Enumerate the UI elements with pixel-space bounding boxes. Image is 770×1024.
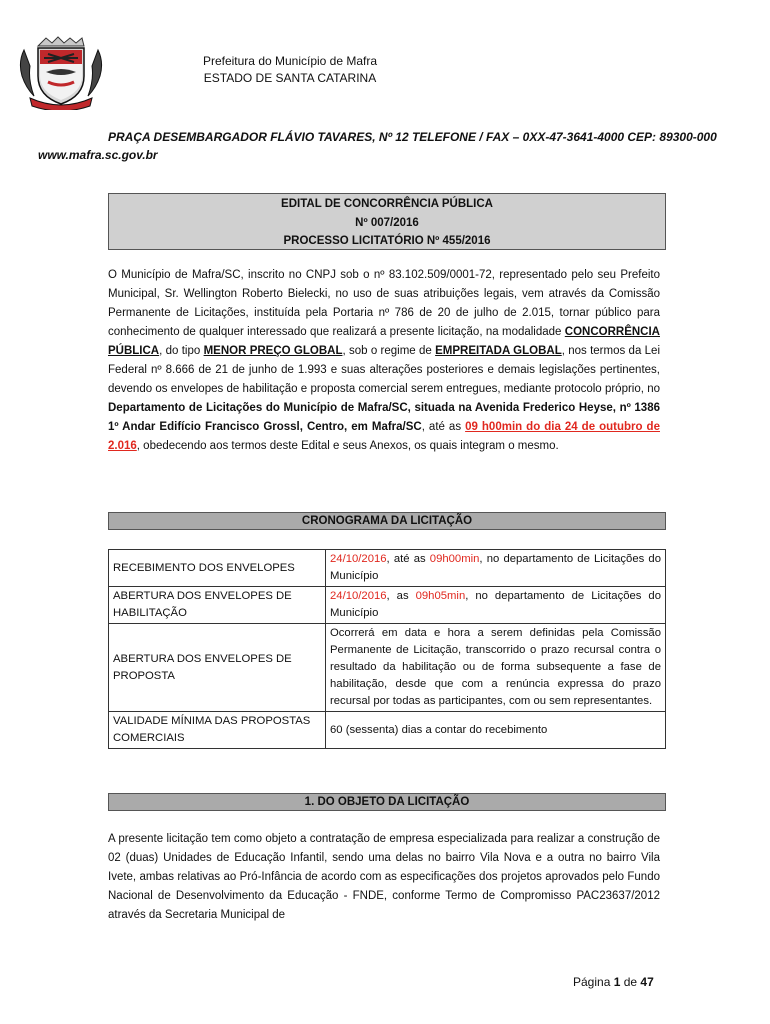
row-label: VALIDADE MÍNIMA DAS PROPOSTAS COMERCIAIS [109,712,326,749]
row-time: 09h00min [429,553,480,565]
intro-text: , do tipo [159,345,204,357]
intro-text: , nos termos da Lei Federal nº 8.666 de 21 de junho de 1.993 e suas alterações posteriores e demais legislações pertinentes, devendo os envelopes de habilitação e proposta comercial serem entregues, mediante protocolo próprio, no [108,345,660,395]
row-value [326,587,666,624]
process-number: PROCESSO LICITATÓRIO Nº 455/2016 [283,235,491,247]
intro-text: , obedecendo aos termos deste Edital e seus Anexos, os quais integram o mesmo. [136,440,559,452]
row-date: 24/10/2016 [330,590,387,602]
tipo: MENOR PREÇO GLOBAL [203,345,343,357]
edital-title-box [108,193,666,250]
header-municipality: Prefeitura do Município de Mafra [202,54,378,68]
row-text: , no departamento de Licitações do Município [330,553,661,582]
row-label: ABERTURA DOS ENVELOPES DE HABILITAÇÃO [109,587,326,624]
row-text: , as [386,590,416,602]
table-row [109,550,666,587]
objeto-paragraph: A presente licitação tem como objeto a contratação de empresa especializada para realizar a construção de 02 (duas) Unidades de Educação Infantil, sendo uma delas no bairro Vila Nova e a outra no bairro Vila Ivete, ambas relativas ao Pró-Infância de acordo com as especificações dos projetos aprovados pelo Fundo Nacional de Desenvolvimento da Educação - FNDE, conforme Termo de Compromisso PAC23637/2012 através da Secretaria Municipal de [108,833,660,921]
intro-text: , sob o regime de [342,345,436,357]
deadline: 09 h00min do dia 24 de outubro de 2.016 [108,421,660,452]
row-time: 09h05min [415,590,466,602]
regime: EMPREITADA GLOBAL [435,345,562,357]
page-label: Página [573,975,614,989]
row-text: , até as [386,553,430,565]
objeto-title: 1. DO OBJETO DA LICITAÇÃO [108,793,666,811]
cronograma-table [108,549,666,749]
table-row [109,587,666,624]
coat-of-arms-logo [18,36,104,110]
page-label: de [620,975,641,989]
row-value: Ocorrerá em data e hora a serem definidas pela Comissão Permanente de Licitação, transcorrido o prazo recursal contra o resultado da habilitação ou de forma subsequente a fase de habilitação, desde que com a renúncia expressa do prazo recursal por todas as participantes, com ou sem representantes. [326,624,666,712]
current-page: 1 [613,975,621,989]
row-value [326,550,666,587]
header-website: www.mafra.sc.gov.br [38,148,158,162]
row-label: RECEBIMENTO DOS ENVELOPES [109,550,326,587]
table-row [109,712,666,749]
row-label: ABERTURA DOS ENVELOPES DE PROPOSTA [109,624,326,712]
row-value: 60 (sessenta) dias a contar do recebimento [326,712,666,749]
row-date: 24/10/2016 [330,553,387,565]
edital-number: Nº 007/2016 [355,216,419,229]
table-row [109,624,666,712]
cronograma-title: CRONOGRAMA DA LICITAÇÃO [108,512,666,530]
edital-title: EDITAL DE CONCORRÊNCIA PÚBLICA [281,198,493,210]
header-address: PRAÇA DESEMBARGADOR FLÁVIO TAVARES, Nº 12 TELEFONE / FAX – 0XX-47-3641-4000 CEP: 89300-000 [108,130,717,144]
row-text: , no departamento de Licitações do Município [330,590,661,619]
intro-text: O Município de Mafra/SC, inscrito no CNPJ sob o nº 83.102.509/0001-72, representado pelo seu Prefeito Municipal, Sr. Wellington Roberto Bielecki, no uso de suas atribuições legais, vem através da Comissão Permanente de Licitações, instituída pela Portaria nº 786 de 20 de julho de 2.015, tornar público para conhecimento de qualquer interessado que realizará a presente licitação, na modalidade [108,269,660,338]
modalidade: CONCORRÊNCIA PÚBLICA [108,326,660,357]
intro-paragraph [108,266,660,456]
delivery-location: Departamento de Licitações do Município de Mafra/SC, situada na Avenida Frederico Heyse, nº 1386 1º Andar Edifício Francisco Grossl, Centro, em Mafra/SC [108,402,660,433]
total-pages: 47 [640,975,654,989]
page-number [573,975,654,989]
header-state: ESTADO DE SANTA CATARINA [203,71,377,85]
intro-text: , até as [421,421,466,433]
